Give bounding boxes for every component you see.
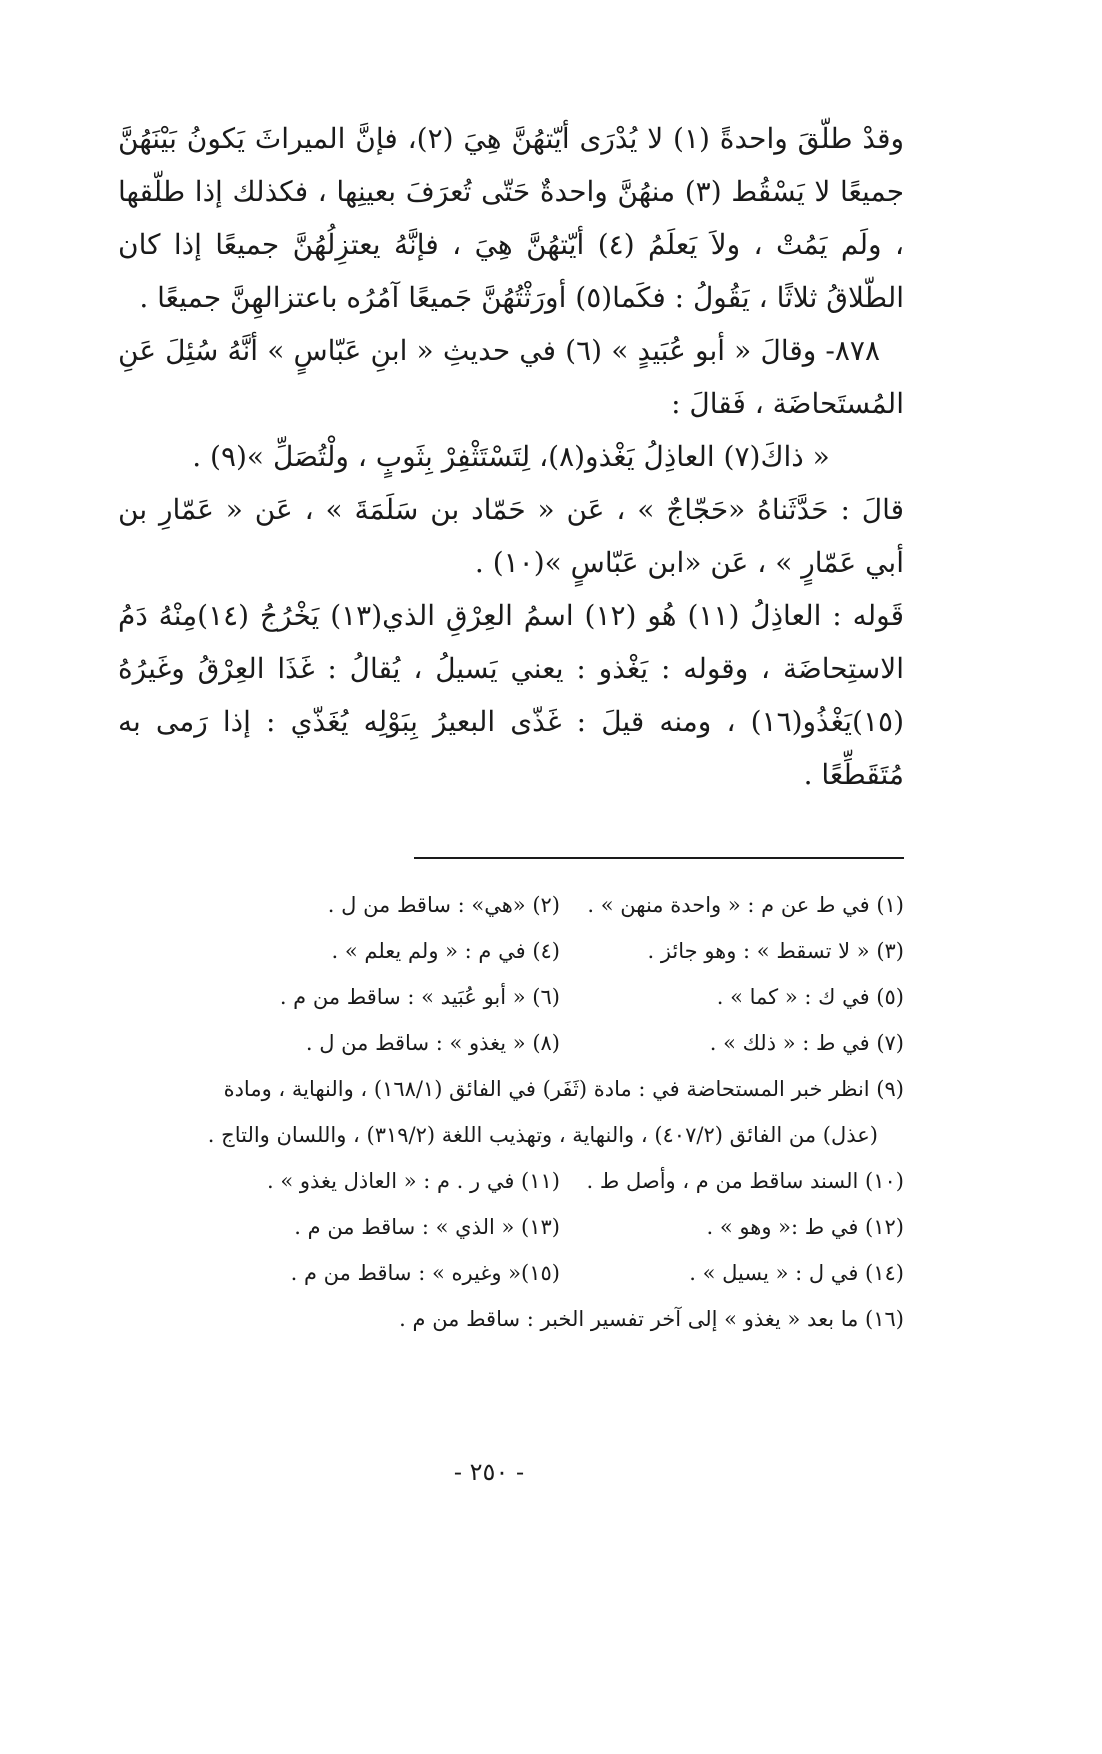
footnote-row xyxy=(118,1204,904,1250)
footnote-12: (١٢) في ط :« وهو » . xyxy=(706,1215,904,1239)
footnote-2: (٢) «هي» : ساقط من ل . xyxy=(327,893,560,917)
page-number: - ٢٥٠ - xyxy=(453,1458,525,1486)
footnote-8: (٨) « يغذو » : ساقط من ل . xyxy=(305,1031,560,1055)
footnote-10: (١٠) السند ساقط من م ، وأصل ط . xyxy=(586,1169,904,1193)
footnote-5: (٥) في ك : « كما » . xyxy=(716,985,904,1009)
paragraph-hadith-878: ٨٧٨- وقالَ « أبو عُبَيدٍ » (٦) في حديثِ « ابنِ عَبّاسٍ » أنَّهُ سُئِلَ عَنِ المُستَحاضَة ، فَقالَ : xyxy=(118,334,904,420)
footnote-row xyxy=(118,1250,904,1296)
footnote-3: (٣) « لا تسقط » : وهو جائز . xyxy=(647,939,904,963)
footnote-row xyxy=(118,882,904,928)
footnote-15: (١٥)« وغيره » : ساقط من م . xyxy=(290,1261,560,1285)
paragraph-hadith-quote: « ذاكَ(٧) العاذِلُ يَغْذو(٨)، لِتَسْتَثْفِرْ بِثَوبٍ ، ولْتُصَلِّ »(٩) . xyxy=(192,440,830,473)
paragraph-isnad: قالَ : حَدَّثَناهُ «حَجّاجٌ » ، عَن « حَمّاد بن سَلَمَةَ » ، عَن « عَمّارِ بن أبي عَمّارٍ » ، عَن «ابن عَبّاسٍ »(١٠) . xyxy=(118,493,904,579)
footnote-row xyxy=(118,1020,904,1066)
footnote-11: (١١) في ر . م : « العاذل يغذو » . xyxy=(266,1169,560,1193)
footnote-row xyxy=(118,1158,904,1204)
footnote-1: (١) في ط عن م : « واحدة منهن » . xyxy=(587,893,904,917)
footnote-9-line-2: (عذل) من الفائق (٤٠٧/٢) ، والنهاية ، وتهذيب اللغة (٣١٩/٢) ، واللسان والتاج . xyxy=(207,1123,878,1147)
footnote-16: (١٦) ما بعد « يغذو » إلى آخر تفسير الخبر : ساقط من م . xyxy=(399,1307,904,1331)
footnote-row xyxy=(118,928,904,974)
footnote-separator xyxy=(414,857,904,859)
footnote-13: (١٣) « الذي » : ساقط من م . xyxy=(294,1215,560,1239)
footnote-row xyxy=(118,974,904,1020)
footnote-9-line-1: (٩) انظر خبر المستحاضة في : مادة (ثَفَر) في الفائق (١٦٨/١) ، والنهاية ، ومادة xyxy=(223,1077,904,1101)
page-number-container xyxy=(0,1458,1102,1486)
paragraph-explanation: قَوله : العاذِلُ (١١) هُو (١٢) اسمُ العِرْقِ الذي(١٣) يَخْرُجُ (١٤)مِنْهُ دَمُ الاستِحاضَة ، وقوله : يَغْذو : يعني يَسيلُ ، يُقالُ : غَذَا العِرْقُ وغَيرُهُ (١٥)يَغْذُو(١٦) ، ومنه قيلَ : غَذّى البعيرُ بِبَوْلِه يُغَذّي : إذا رَمى به مُتَقَطِّعًا . xyxy=(118,599,904,791)
paragraph-inheritance: وقدْ طلّقَ واحدةً (١) لا يُدْرَى أيّتهُنَّ هِيَ (٢)، فإنَّ الميراثَ يَكونُ بَيْنَهُنَّ جميعًا لا يَسْقُط (٣) منهُنَّ واحدةٌ حَتّى تُعرَفَ بعينِها ، فكذلك إذا طلّقها ، ولَم يَمُتْ ، ولاَ يَعلَمُ (٤) أيّتهُنَّ هِيَ ، فإنَّهُ يعتزِلُهُنَّ جميعًا إذا كان الطّلاقُ ثلاثًا ، يَقُولُ : فكَما(٥) أورَثْتُهُنَّ جَميعًا آمُرُه باعتزالهِنَّ جميعًا . xyxy=(118,122,905,314)
footnote-6: (٦) « أبو عُبَيد » : ساقط من م . xyxy=(279,985,560,1009)
footnote-4: (٤) في م : « ولم يعلم » . xyxy=(331,939,560,963)
footnotes xyxy=(118,882,904,1342)
main-text xyxy=(118,112,904,801)
footnote-7: (٧) في ط : « ذلك » . xyxy=(709,1031,904,1055)
footnote-14: (١٤) في ل : « يسيل » . xyxy=(689,1261,904,1285)
